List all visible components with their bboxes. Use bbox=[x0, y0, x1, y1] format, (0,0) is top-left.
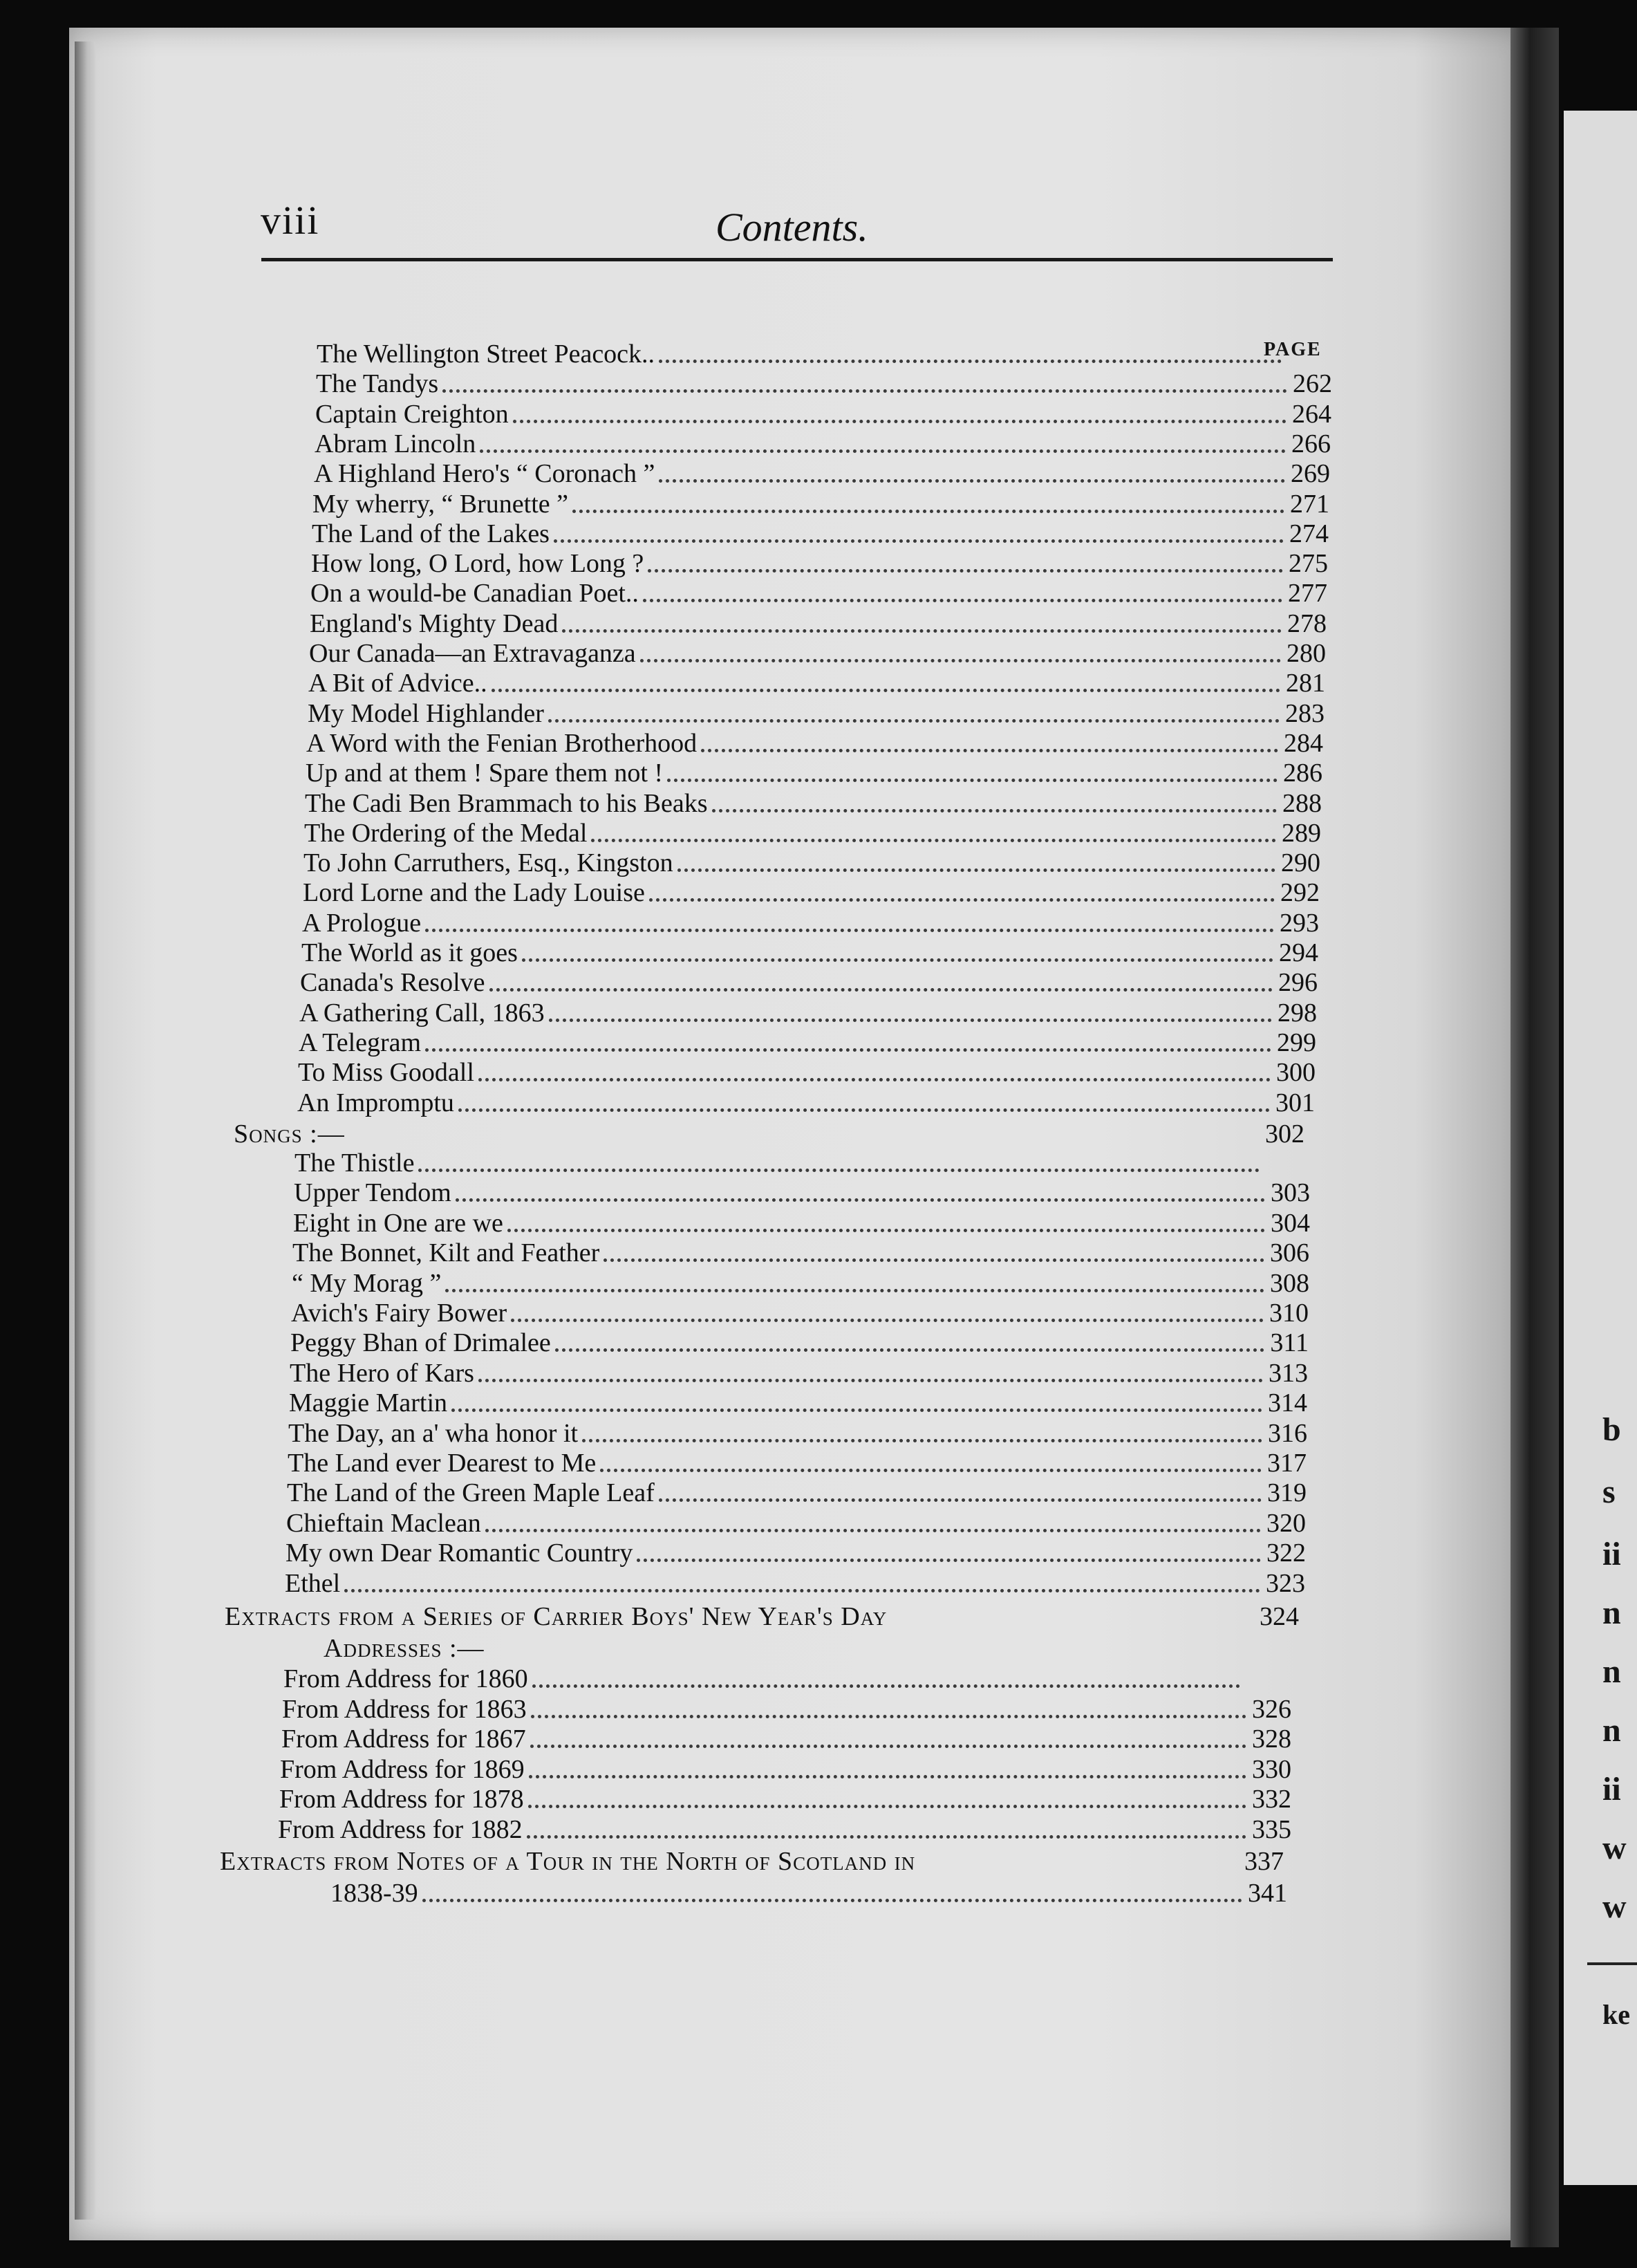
entry-title: On a would-be Canadian Poet.. bbox=[310, 579, 639, 608]
toc-entry bbox=[306, 759, 1322, 788]
dot-leader bbox=[701, 749, 1278, 752]
facing-page-edge bbox=[1564, 111, 1637, 2185]
entry-page-number: 300 bbox=[1276, 1058, 1316, 1088]
dot-leader bbox=[522, 958, 1273, 962]
dot-leader bbox=[529, 1775, 1246, 1778]
toc-entry bbox=[303, 849, 1320, 878]
entry-title: A Highland Hero's “ Coronach ” bbox=[314, 459, 655, 489]
dot-leader bbox=[555, 1348, 1265, 1352]
entry-title: The Land of the Lakes bbox=[312, 519, 550, 548]
toc-entry bbox=[310, 610, 1327, 639]
toc-entry bbox=[315, 430, 1331, 459]
dot-leader bbox=[527, 1835, 1246, 1839]
entry-page-number: 294 bbox=[1279, 938, 1318, 967]
page-column-label: PAGE bbox=[1264, 339, 1322, 360]
entry-page-number: 335 bbox=[1252, 1814, 1291, 1844]
entry-page-number: 266 bbox=[1291, 429, 1331, 458]
tour-heading-label: Extracts from Notes of a Tour in the North of Scotland in bbox=[220, 1847, 916, 1876]
entry-title: A Prologue bbox=[302, 908, 422, 938]
dot-leader bbox=[456, 1198, 1265, 1202]
dot-leader bbox=[649, 898, 1275, 902]
dot-leader bbox=[478, 1379, 1263, 1382]
entry-title: Peggy Bhan of Drimalee bbox=[290, 1328, 551, 1358]
dot-leader bbox=[511, 1319, 1264, 1322]
entry-title: Avich's Fairy Bower bbox=[291, 1299, 507, 1328]
addresses-heading-label: Extracts from a Series of Carrier Boys' New Year's Day bbox=[225, 1602, 888, 1631]
entry-title: From Address for 1878 bbox=[279, 1785, 524, 1814]
entry-page-number: 322 bbox=[1266, 1539, 1306, 1568]
entry-title: My Model Highlander bbox=[308, 698, 544, 728]
dot-leader bbox=[478, 1078, 1271, 1081]
dot-leader bbox=[531, 1715, 1246, 1718]
dot-leader bbox=[425, 1048, 1271, 1052]
dot-leader bbox=[492, 689, 1280, 692]
entry-page-number: 281 bbox=[1286, 669, 1325, 698]
entry-title: The World as it goes bbox=[301, 938, 518, 967]
dot-leader bbox=[554, 539, 1284, 543]
facing-page-fragment: w bbox=[1602, 1888, 1627, 1925]
dot-leader bbox=[648, 569, 1283, 573]
entry-page-number: 280 bbox=[1287, 639, 1326, 668]
tour-heading bbox=[220, 1846, 915, 1877]
entry-title: To Miss Goodall bbox=[298, 1058, 474, 1088]
dot-leader bbox=[562, 629, 1282, 633]
page-number: viii bbox=[261, 198, 320, 243]
entry-page-number: 317 bbox=[1267, 1449, 1307, 1478]
dot-leader bbox=[659, 360, 1282, 363]
toc-entry bbox=[285, 1570, 1305, 1599]
toc-entry bbox=[286, 1539, 1306, 1568]
toc-entry bbox=[290, 1329, 1309, 1358]
addresses-heading bbox=[225, 1601, 887, 1632]
entry-title: Our Canada—an Extravaganza bbox=[309, 639, 636, 668]
dot-leader bbox=[530, 1745, 1246, 1748]
toc-entry bbox=[279, 1785, 1291, 1814]
entry-page-number: 306 bbox=[1270, 1238, 1309, 1268]
dot-leader bbox=[425, 929, 1274, 932]
entry-title: How long, O Lord, how Long ? bbox=[311, 549, 644, 579]
entry-title: Maggie Martin bbox=[289, 1388, 448, 1418]
songs-heading-label: Songs :— bbox=[234, 1119, 345, 1149]
toc-entry bbox=[310, 579, 1327, 608]
addresses-heading-page-number: 324 bbox=[1260, 1602, 1299, 1631]
toc-entry bbox=[290, 1359, 1308, 1388]
entry-title: The Wellington Street Peacock.. bbox=[317, 340, 655, 369]
songs-heading-page-number: 302 bbox=[1265, 1119, 1304, 1149]
entry-title: A Bit of Advice.. bbox=[308, 669, 487, 698]
toc-entry bbox=[280, 1756, 1291, 1785]
dot-leader bbox=[513, 420, 1287, 423]
book-gutter bbox=[1510, 28, 1559, 2247]
dot-leader bbox=[507, 1229, 1265, 1232]
entry-page-number: 304 bbox=[1271, 1208, 1310, 1238]
dot-leader bbox=[643, 599, 1282, 602]
facing-page-fragment: s bbox=[1602, 1474, 1616, 1510]
facing-page-fragment: ke bbox=[1602, 1999, 1630, 2030]
facing-page-fragment: ii bbox=[1602, 1771, 1621, 1807]
entry-page-number: 298 bbox=[1278, 998, 1317, 1028]
entry-title: 1838-39 bbox=[330, 1879, 418, 1908]
page-edge-shadow bbox=[75, 41, 95, 2220]
entry-title: Canada's Resolve bbox=[300, 968, 485, 998]
toc-entry bbox=[283, 1665, 1291, 1694]
dot-leader bbox=[604, 1258, 1264, 1262]
dot-leader bbox=[528, 1805, 1246, 1808]
entry-title: Ethel bbox=[285, 1568, 341, 1598]
facing-page-fragment: n bbox=[1602, 1653, 1621, 1690]
entry-title: My own Dear Romantic Country bbox=[286, 1539, 633, 1568]
dot-leader bbox=[532, 1684, 1240, 1688]
toc-entry bbox=[304, 819, 1321, 848]
entry-title: England's Mighty Dead bbox=[310, 608, 559, 638]
toc-entry bbox=[289, 1389, 1307, 1418]
header-rule bbox=[261, 258, 1333, 261]
entry-title: Lord Lorne and the Lady Louise bbox=[303, 878, 645, 908]
dot-leader bbox=[422, 1899, 1242, 1902]
toc-entry bbox=[292, 1270, 1309, 1299]
toc-entry bbox=[288, 1420, 1307, 1449]
entry-page-number: 328 bbox=[1252, 1725, 1291, 1754]
dot-leader bbox=[418, 1169, 1260, 1172]
toc-entry bbox=[294, 1149, 1311, 1178]
dot-leader bbox=[712, 809, 1277, 812]
entry-title: Abram Lincoln bbox=[315, 429, 476, 458]
facing-page-rule bbox=[1587, 1962, 1637, 1965]
entry-title: Upper Tendom bbox=[294, 1178, 451, 1208]
dot-leader bbox=[480, 449, 1286, 453]
dot-leader bbox=[549, 1019, 1272, 1022]
entry-page-number: 314 bbox=[1268, 1388, 1307, 1418]
entry-page-number: 271 bbox=[1290, 489, 1329, 519]
entry-page-number: 262 bbox=[1293, 369, 1332, 399]
toc-entry bbox=[317, 340, 1333, 369]
entry-page-number: 286 bbox=[1283, 759, 1322, 788]
toc-entry bbox=[298, 1059, 1316, 1088]
entry-page-number: 323 bbox=[1266, 1568, 1305, 1598]
dot-leader bbox=[600, 1469, 1262, 1472]
toc-entry bbox=[311, 550, 1328, 579]
dot-leader bbox=[572, 510, 1284, 513]
entry-title: The Day, an a' wha honor it bbox=[288, 1418, 579, 1448]
entry-title: From Address for 1869 bbox=[280, 1754, 525, 1784]
dot-leader bbox=[451, 1409, 1262, 1412]
entry-title: A Gathering Call, 1863 bbox=[299, 998, 545, 1028]
toc-entry bbox=[303, 879, 1320, 908]
entry-page-number: 326 bbox=[1252, 1694, 1291, 1724]
entry-title: A Telegram bbox=[299, 1028, 422, 1057]
toc-entry bbox=[309, 640, 1326, 669]
tour-heading-page-number: 337 bbox=[1244, 1847, 1284, 1876]
toc-entry bbox=[330, 1879, 1287, 1908]
entry-title: From Address for 1867 bbox=[281, 1725, 526, 1754]
toc-entry bbox=[300, 969, 1318, 998]
songs-heading bbox=[234, 1119, 345, 1149]
entry-title: The Hero of Kars bbox=[290, 1358, 474, 1388]
toc-entry bbox=[308, 669, 1325, 698]
entry-page-number: 277 bbox=[1288, 579, 1327, 608]
toc-entry bbox=[297, 1089, 1315, 1118]
facing-page-fragment: w bbox=[1602, 1830, 1627, 1866]
entry-page-number: 311 bbox=[1270, 1328, 1309, 1358]
toc-entry bbox=[299, 1029, 1316, 1058]
toc-entry bbox=[316, 370, 1332, 399]
entry-page-number: 299 bbox=[1277, 1028, 1316, 1057]
toc-entry bbox=[281, 1725, 1291, 1754]
entry-title: The Ordering of the Medal bbox=[304, 818, 588, 848]
running-title: Contents. bbox=[715, 205, 868, 250]
dot-leader bbox=[582, 1439, 1262, 1442]
dot-leader bbox=[548, 719, 1280, 723]
entry-title: The Bonnet, Kilt and Feather bbox=[292, 1238, 600, 1268]
entry-page-number: 269 bbox=[1291, 459, 1330, 489]
toc-entry bbox=[305, 790, 1322, 819]
dot-leader bbox=[458, 1108, 1270, 1112]
entry-page-number: 330 bbox=[1252, 1754, 1291, 1784]
toc-entry bbox=[287, 1479, 1307, 1508]
entry-title: From Address for 1860 bbox=[283, 1664, 528, 1693]
toc-entry bbox=[301, 939, 1318, 968]
toc-entry bbox=[302, 909, 1319, 938]
dot-leader bbox=[445, 1289, 1264, 1292]
entry-page-number: 278 bbox=[1287, 608, 1327, 638]
toc-entry bbox=[312, 520, 1329, 549]
toc-entry bbox=[291, 1299, 1309, 1328]
toc-entry bbox=[314, 460, 1330, 489]
entry-title: “ My Morag ” bbox=[292, 1268, 442, 1298]
entry-page-number: 292 bbox=[1280, 878, 1320, 908]
dot-leader bbox=[659, 479, 1285, 483]
entry-page-number: 293 bbox=[1280, 908, 1319, 938]
entry-page-number: 283 bbox=[1285, 698, 1325, 728]
entry-page-number: 290 bbox=[1281, 848, 1320, 878]
entry-page-number: 284 bbox=[1284, 728, 1323, 758]
entry-title: A Word with the Fenian Brotherhood bbox=[306, 728, 698, 758]
entry-title: The Tandys bbox=[316, 369, 439, 399]
dot-leader bbox=[677, 868, 1275, 872]
toc-entry bbox=[306, 729, 1323, 759]
facing-page-fragment: b bbox=[1602, 1411, 1621, 1448]
entry-title: Up and at them ! Spare them not ! bbox=[306, 759, 664, 788]
toc-entry bbox=[286, 1509, 1306, 1539]
dot-leader bbox=[637, 1559, 1261, 1562]
toc-entry bbox=[308, 700, 1325, 729]
facing-page-fragment: n bbox=[1602, 1595, 1621, 1631]
facing-page-fragment: ii bbox=[1602, 1536, 1621, 1572]
entry-page-number: 316 bbox=[1268, 1418, 1307, 1448]
entry-page-number: 274 bbox=[1289, 519, 1329, 548]
entry-page-number: 319 bbox=[1267, 1478, 1307, 1508]
entry-title: From Address for 1882 bbox=[278, 1814, 523, 1844]
entry-page-number: 313 bbox=[1269, 1358, 1308, 1388]
toc-entry bbox=[299, 999, 1317, 1028]
entry-page-number: 275 bbox=[1289, 549, 1328, 579]
entry-page-number: 288 bbox=[1282, 788, 1322, 818]
toc-entry bbox=[293, 1209, 1310, 1238]
dot-leader bbox=[591, 839, 1276, 842]
addresses-heading-cont-label: Addresses :— bbox=[324, 1634, 485, 1663]
entry-page-number: 296 bbox=[1278, 968, 1318, 998]
toc-entry bbox=[312, 490, 1329, 519]
entry-page-number: 332 bbox=[1252, 1785, 1291, 1814]
dot-leader bbox=[640, 659, 1281, 662]
entry-page-number: 303 bbox=[1271, 1178, 1310, 1208]
entry-title: The Thistle bbox=[294, 1149, 415, 1178]
entry-title: The Land of the Green Maple Leaf bbox=[287, 1478, 655, 1508]
entry-page-number: 289 bbox=[1282, 818, 1321, 848]
dot-leader bbox=[489, 988, 1273, 992]
entry-title: An Impromptu bbox=[297, 1088, 454, 1117]
entry-page-number: 301 bbox=[1275, 1088, 1315, 1117]
toc-entry bbox=[282, 1695, 1291, 1725]
addresses-heading-cont bbox=[324, 1633, 485, 1664]
entry-title: The Cadi Ben Brammach to his Beaks bbox=[305, 788, 708, 818]
dot-leader bbox=[485, 1529, 1261, 1532]
dot-leader bbox=[442, 389, 1287, 393]
toc-entry bbox=[294, 1179, 1310, 1208]
entry-page-number: 341 bbox=[1248, 1879, 1287, 1908]
entry-page-number: 264 bbox=[1292, 399, 1331, 429]
toc-entry bbox=[278, 1816, 1291, 1845]
entry-title: Eight in One are we bbox=[293, 1208, 503, 1238]
toc-entry bbox=[288, 1449, 1307, 1478]
dot-leader bbox=[344, 1589, 1260, 1592]
entry-page-number: 320 bbox=[1266, 1508, 1306, 1538]
toc-entry bbox=[315, 400, 1331, 429]
entry-title: From Address for 1863 bbox=[282, 1694, 527, 1724]
entry-page-number: 310 bbox=[1269, 1299, 1309, 1328]
facing-page-fragment: n bbox=[1602, 1712, 1621, 1749]
dot-leader bbox=[659, 1498, 1262, 1502]
entry-title: Chieftain Maclean bbox=[286, 1508, 481, 1538]
dot-leader bbox=[667, 779, 1278, 782]
entry-title: Captain Creighton bbox=[315, 399, 509, 429]
entry-page-number: 308 bbox=[1270, 1268, 1309, 1298]
entry-title: The Land ever Dearest to Me bbox=[288, 1449, 597, 1478]
toc-entry bbox=[292, 1239, 1309, 1268]
entry-title: To John Carruthers, Esq., Kingston bbox=[303, 848, 673, 878]
entry-title: My wherry, “ Brunette ” bbox=[312, 489, 569, 519]
